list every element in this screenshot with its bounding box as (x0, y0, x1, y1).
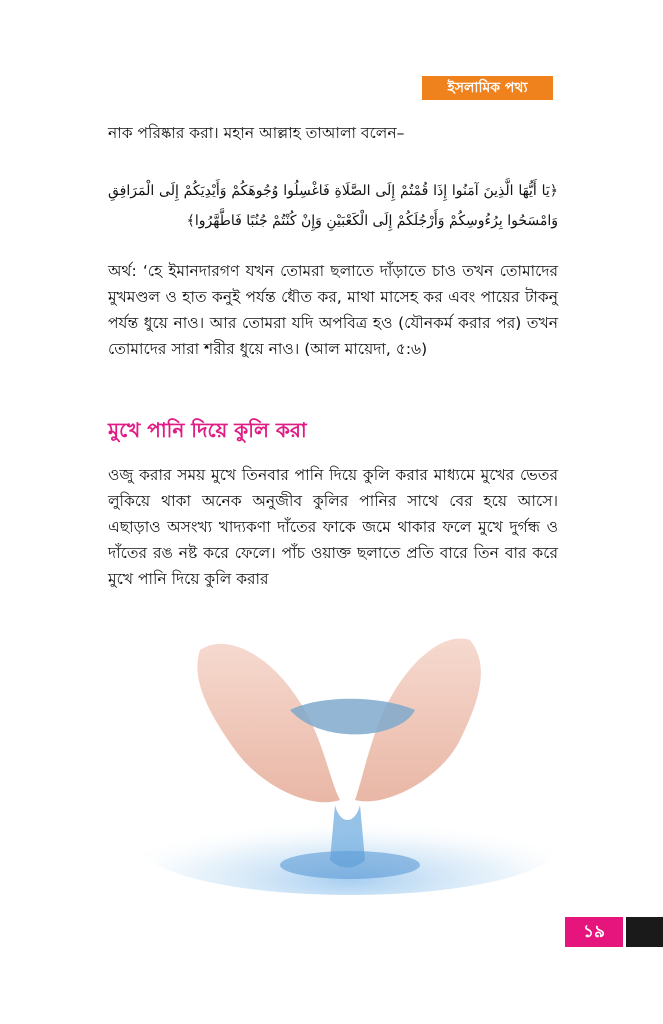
cupped-hands-water-illustration (140, 610, 560, 895)
section-title: মুখে পানি দিয়ে কুলি করা (108, 418, 307, 442)
header-badge: ইসলামিক পথ্য (422, 76, 553, 100)
side-strip (626, 917, 663, 947)
translation-text: অর্থ: ‘হে ইমানদারগণ যখন তোমরা ছলাতে দাঁড়াতে চাও তখন তোমাদের মুখমণ্ডল ও হাত কনুই পর্যন্ত ধৌত কর, মাথা মাসেহ কর এবং পায়ের টাকনু পর্যন্ত ধুয়ে নাও। আর তোমরা যদি অপবিত্র হও (যৌনকর্ম করার পর) তখন তোমাদের সারা শরীর ধুয়ে নাও। (আল মায়েদা, ৫:৬) (108, 262, 558, 358)
page-number: ১৯ (565, 917, 623, 947)
intro-text: নাক পরিষ্কার করা। মহান আল্লাহ তাআলা বলেন– (108, 124, 405, 142)
quran-verse: ﴿يَا أَيُّهَا الَّذِينَ آمَنُوا إِذَا قُمْتُمْ إِلَى الصَّلَاةِ فَاغْسِلُوا وُجُوهَكُمْ وَأَيْدِيَكُمْ إِلَى الْمَرَافِقِ وَامْسَحُوا بِرُءُوسِكُمْ وَأَرْجُلَكُمْ إِلَى الْكَعْبَيْنِ وَإِنْ كُنْتُمْ جُنُبًا فَاطَّهَّرُوا﴾ (108, 183, 558, 229)
section-body: ওজু করার সময় মুখে তিনবার পানি দিয়ে কুলি করার মাধ্যমে মুখের ভেতর লুকিয়ে থাকা অনেক অনুজীব কুলির পানির সাথে বের হয়ে আসে। এছাড়াও অসংখ্য খাদ্যকণা দাঁতের ফাকে জমে থাকার ফলে মুখে দুর্গন্ধ ও দাঁতের রঙ নষ্ট করে ফেলে। পাঁচ ওয়াক্ত ছলাতে প্রতি বারে তিন বার করে মুখে পানি দিয়ে কুলি করার (108, 466, 558, 588)
